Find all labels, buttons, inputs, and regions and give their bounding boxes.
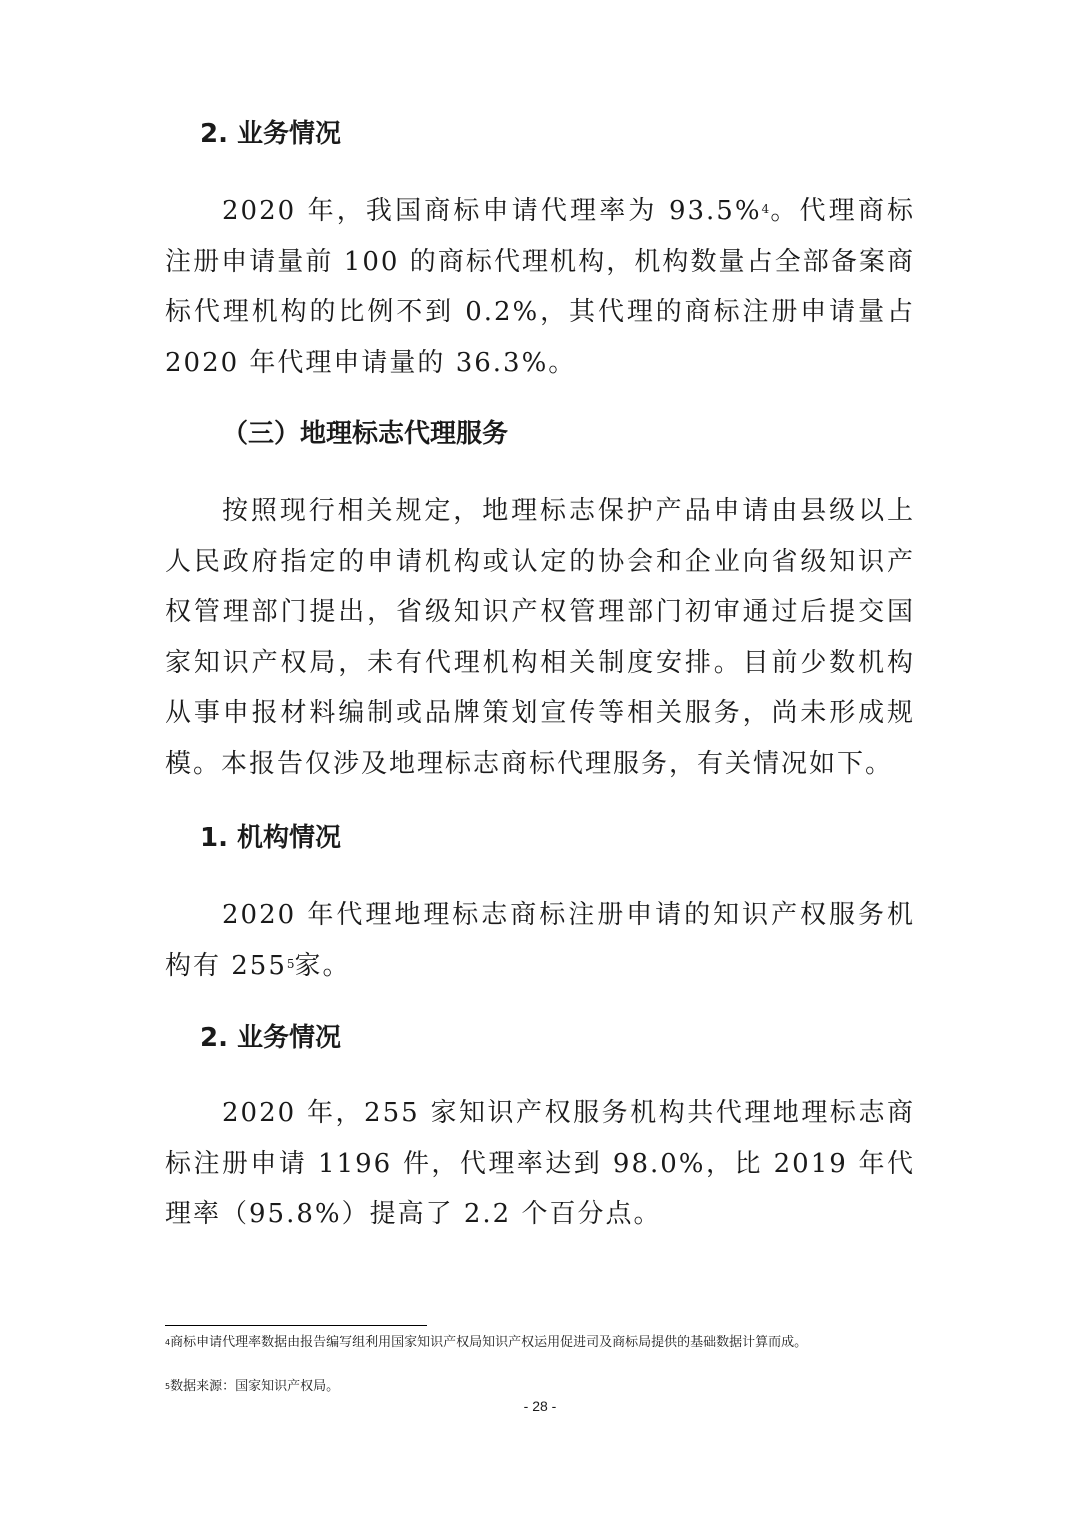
paragraph-text: 2020 年代理地理标志商标注册申请的知识产权服务机构有 255 [165, 900, 915, 981]
footnote-text: 商标申请代理率数据由报告编写组利用国家知识产权局知识产权运用促进司及商标局提供的基础数据计算而成。 [170, 1335, 808, 1350]
footnote-separator [165, 1325, 427, 1326]
footnote-4 [165, 1332, 915, 1354]
footnote-mark: 4 [165, 1338, 171, 1347]
paragraph-trademark-agency-business [165, 186, 915, 388]
paragraph-gi-business: 2020 年，255 家知识产权服务机构共代理地理标志商标注册申请 1196 件，代理率达到 98.0%，比 2019 年代理率（95.8%）提高了 2.2 个百分点。 [165, 1098, 915, 1229]
section-heading: 1. 机构情况 [200, 823, 342, 853]
footnote-text: 数据来源：国家知识产权局。 [170, 1379, 340, 1394]
paragraph-text: 2020 年，我国商标申请代理率为 93.5% [222, 196, 762, 226]
paragraph-gi-agency-overview: 按照现行相关规定，地理标志保护产品申请由县级以上人民政府指定的申请机构或认定的协会和企业向省级知识产权管理部门提出，省级知识产权管理部门初审通过后提交国家知识产权局，未有代理机构相关制度安排。目前少数机构从事申报材料编制或品牌策划宣传等相关服务，尚未形成规模。本报告仅涉及地理标志商标代理服务，有关情况如下。 [165, 496, 915, 779]
footnote-mark: 5 [165, 1382, 171, 1391]
section-heading: （三）地理标志代理服务 [222, 419, 509, 449]
footnote-ref-5: 5 [286, 956, 295, 971]
footnote-5 [165, 1376, 915, 1398]
paragraph-text-continued: 家。 [294, 950, 351, 981]
section-heading: 2. 业务情况 [200, 1023, 342, 1053]
paragraph-gi-institutions [165, 890, 915, 991]
section-heading: 2. 业务情况 [200, 119, 342, 149]
paragraph-text-continued: 。代理商标注册申请量前 100 的商标代理机构，机构数量占全部备案商标代理机构的比例不到 0.2%，其代理的商标注册申请量占 2020 年代理申请量的 36.3%。 [165, 196, 915, 378]
footnote-ref-4: 4 [761, 202, 770, 216]
page-number: - 28 - [523, 1398, 557, 1414]
